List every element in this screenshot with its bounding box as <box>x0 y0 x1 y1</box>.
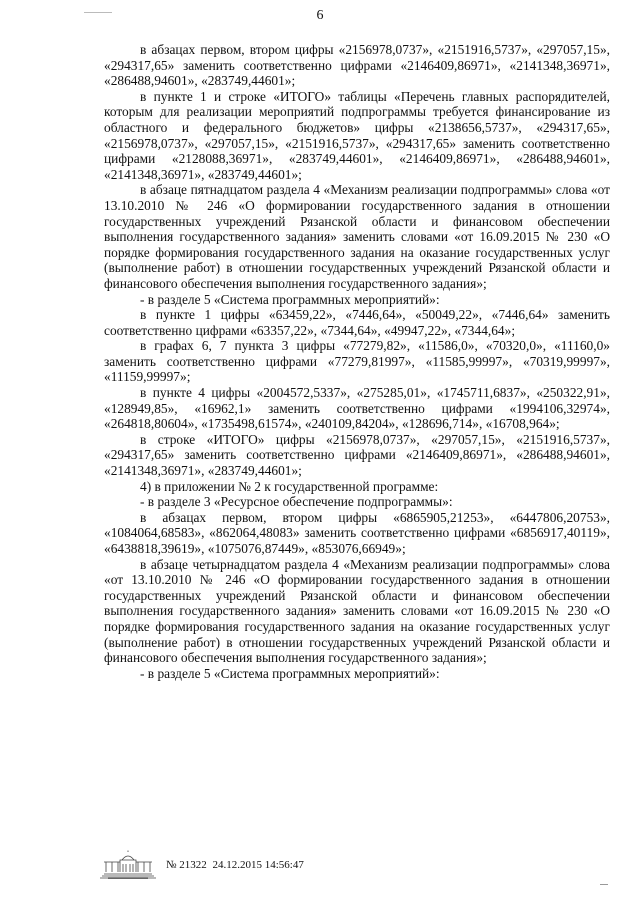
document-number: № 21322 <box>166 859 207 871</box>
paragraph-9: 4) в приложении № 2 к государственной программе: <box>140 478 439 494</box>
paragraph-2: в пункте 1 и строке «ИТОГО» таблицы «Перечень главных распорядителей, которым для реализации мероприятий подпрограммы требуется финансирование из областного и федерального бюджетов» цифры «2138656,5737», «294317,65», «2156978,0737», «297057,15», «2151916,5737», «294317,65» заменить соответственно цифрами «2128088,36971», «283749,44601», «2146409,86971», «286488,94601», «2141348,36971», «283749,44601»; <box>104 88 610 182</box>
paragraph-4: - в разделе 5 «Система программных мероприятий»: <box>140 291 440 307</box>
paragraph-6: в графах 6, 7 пункта 3 цифры «77279,82», «11586,0», «70320,0», «11160,0» заменить соответственно цифрами «77279,81997», «11585,99997», «70319,99997», «11159,99997»; <box>104 338 610 385</box>
registration-timestamp: 24.12.2015 14:56:47 <box>212 859 304 871</box>
paragraph-8: в строке «ИТОГО» цифры «2156978,0737», «297057,15», «2151916,5737», «294317,65» заменить соответственно цифрами «2146409,86971», «286488,94601», «2141348,36971», «283749,44601»; <box>104 431 610 479</box>
paragraph-1: в абзацах первом, втором цифры «2156978,0737», «2151916,5737», «297057,15», «294317,65» заменить соответственно цифрами «2146409,86971», «2141348,36971», «286488,94601», «283749,44601»; <box>104 42 610 89</box>
paragraph-13: - в разделе 5 «Система программных мероприятий»: <box>140 665 440 681</box>
registration-stamp <box>166 858 304 874</box>
paragraph-5: в пункте 1 цифры «63459,22», «7446,64», «50049,22», «7446,64» заменить соответственно цифрами «63357,22», «7344,64», «49947,22», «7344,64»; <box>104 307 610 338</box>
scan-artifact <box>600 884 608 885</box>
page-number: 6 <box>316 8 324 23</box>
paragraph-3: в абзаце пятнадцатом раздела 4 «Механизм реализации подпрограммы» слова «от 13.10.2010 № 246 «О формировании государственного задания в отношении государственных учреждений Рязанской области и финансовом обеспечении выполнения государственного задания» заменить словами «от 16.09.2015 № 230 «О порядке формирования государственного задания на оказание государственных услуг (выполнение работ) в отношении государственных учреждений Рязанской области и финансового обеспечения выполнения государственного задания»; <box>104 182 610 291</box>
paragraph-12: в абзаце четырнадцатом раздела 4 «Механизм реализации подпрограммы» слова «от 13.10.2010 № 246 «О формировании государственного задания в отношении государственных учреждений Рязанской области и финансовом обеспечении выполнения государственного задания» заменить словами «от 16.09.2015 № 230 «О порядке формирования государственного задания на оказание государственных услуг (выполнение работ) в отношении государственных учреждений Рязанской области и финансового обеспечения выполнения государственного задания»; <box>104 556 610 666</box>
regional-government-building-icon <box>98 850 158 880</box>
paragraph-7: в пункте 4 цифры «2004572,5337», «275285,01», «1745711,6837», «250322,91», «128949,85», «16962,1» заменить соответственно цифрами «1994106,32974», «264818,80604», «1735498,61574», «240109,84204», «128696,714», «16708,964»; <box>104 385 610 432</box>
paragraph-10: - в разделе 3 «Ресурсное обеспечение подпрограммы»: <box>140 494 453 510</box>
document-body <box>104 42 610 681</box>
paragraph-11: в абзацах первом, втором цифры «6865905,21253», «6447806,20753», «1084064,68583», «862064,48083» заменить соответственно цифрами «6856917,40119», «6438818,39619», «1075076,87449», «853076,66949»; <box>104 509 610 556</box>
document-footer <box>98 850 498 880</box>
scan-artifact <box>84 12 112 13</box>
